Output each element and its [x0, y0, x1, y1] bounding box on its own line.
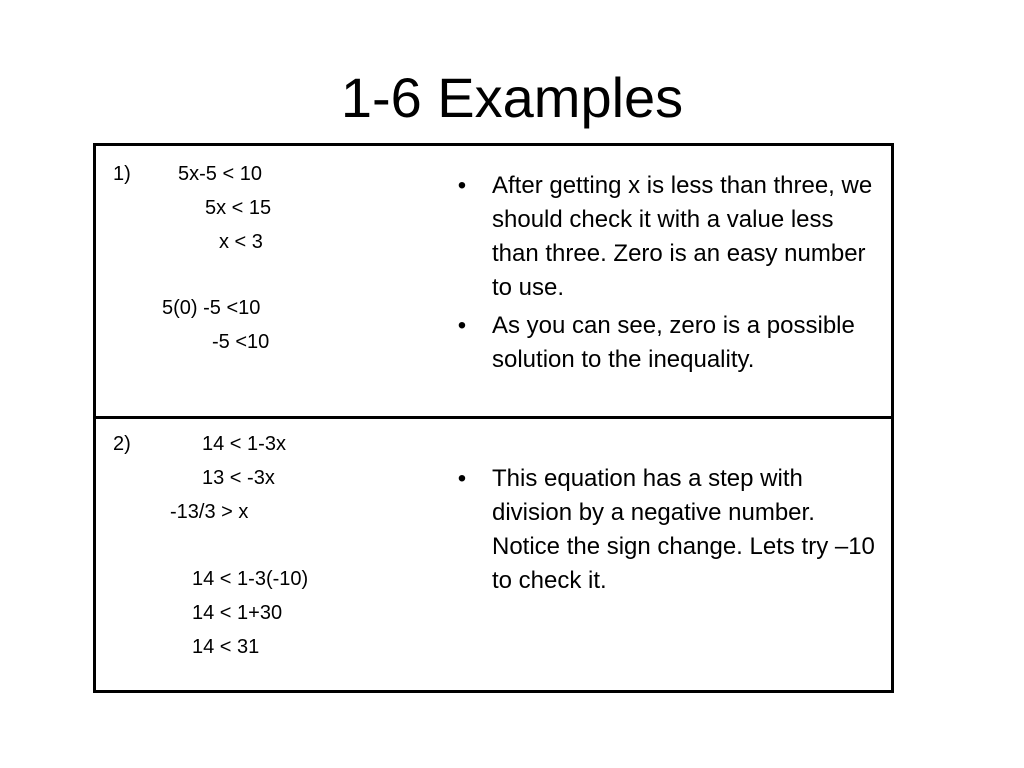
example-2-step: 13 < -3x: [202, 467, 275, 489]
example-2-check-step: 14 < 1-3(-10): [192, 568, 309, 590]
example-2-check-step: 14 < 31: [192, 636, 260, 658]
example-1-check-step: 5(0) -5 <10: [162, 297, 261, 319]
example-2-check-step: 14 < 1+30: [192, 602, 283, 624]
example-2-number: 2): [113, 433, 131, 455]
example-1-check-step: -5 <10: [212, 331, 270, 353]
example-1-note-text: After getting x is less than three, we should check it with a value less than three. Zero is an easy number to use.: [492, 172, 873, 301]
example-1-note-text: As you can see, zero is a possible solution to the inequality.: [492, 312, 855, 373]
example-2-step: 14 < 1-3x: [202, 433, 286, 455]
example-1-step: 5x < 15: [205, 197, 272, 219]
bullet-icon: •: [457, 465, 467, 492]
example-1-note: [452, 309, 882, 377]
example-2-note-text: This equation has a step with division by a negative number. Notice the sign change. Lets try –10 to check it.: [492, 465, 875, 594]
slide-title: 1-6 Examples: [340, 66, 684, 129]
example-1-step: x < 3: [219, 231, 263, 253]
example-1-step: 5x-5 < 10: [178, 163, 262, 185]
bullet-icon: •: [457, 172, 467, 199]
example-2-note: [452, 462, 882, 598]
example-1-notes: [452, 169, 882, 381]
example-1-note: [452, 169, 882, 305]
example-2-notes: [452, 462, 882, 602]
bullet-icon: •: [457, 312, 467, 339]
example-1-number: 1): [113, 163, 131, 185]
example-2-step: -13/3 > x: [170, 501, 249, 523]
